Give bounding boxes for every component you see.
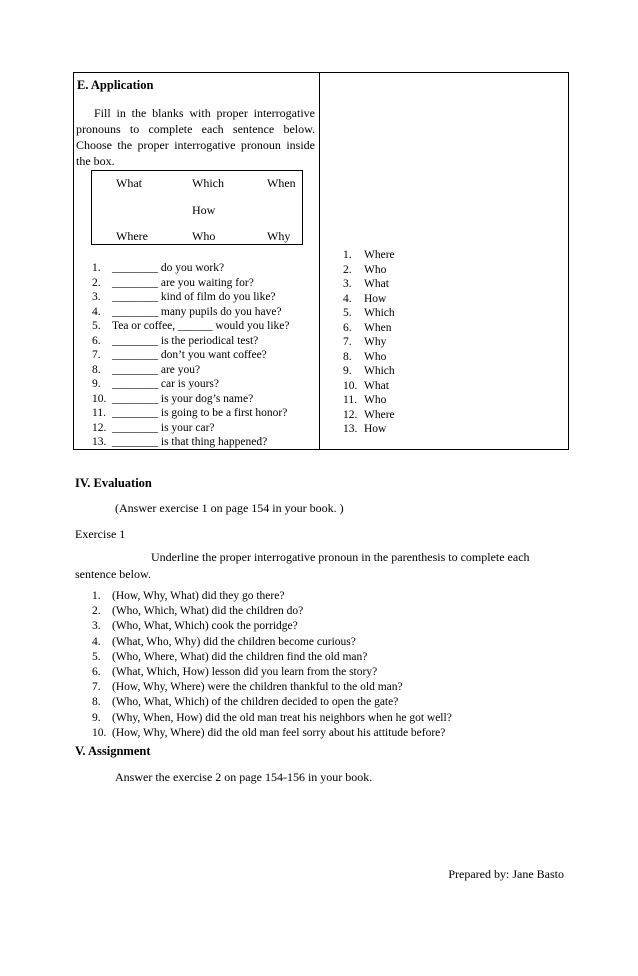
evaluation-text: (How, Why, Where) did the old man feel sorry about his attitude before? bbox=[112, 726, 446, 739]
question-text: ________ kind of film do you like? bbox=[112, 291, 276, 303]
evaluation-number: 6. bbox=[92, 665, 101, 678]
question-text: ________ are you waiting for? bbox=[112, 276, 254, 289]
question-number: 6. bbox=[92, 334, 101, 347]
answer-text: Where bbox=[364, 249, 395, 261]
question-text: ________ many pupils do you have? bbox=[112, 305, 282, 318]
answer-text: What bbox=[364, 278, 389, 290]
pronoun-word-box bbox=[91, 170, 303, 245]
application-instruction: Fill in the blanks with proper interrogative pronouns to complete each sentence below. Choose the proper interrogative pronoun inside the box. bbox=[76, 106, 315, 168]
table-column-divider bbox=[319, 73, 320, 449]
application-heading: E. Application bbox=[77, 78, 154, 92]
evaluation-text: (Why, When, How) did the old man treat his neighbors when he got well? bbox=[112, 711, 452, 724]
evaluation-text: (How, Why, What) did they go there? bbox=[112, 590, 285, 602]
question-number: 9. bbox=[92, 378, 101, 390]
evaluation-number: 8. bbox=[92, 696, 101, 709]
answer-number: 5. bbox=[343, 307, 352, 319]
evaluation-number: 10. bbox=[92, 726, 107, 739]
question-text: ________ is that thing happened? bbox=[112, 436, 268, 448]
answer-number: 2. bbox=[343, 263, 352, 276]
question-text: ________ is going to be a first honor? bbox=[112, 407, 288, 419]
evaluation-number: 2. bbox=[92, 605, 101, 618]
question-text: ________ don’t you want coffee? bbox=[112, 349, 267, 361]
evaluation-text: (Who, Where, What) did the children find the old man? bbox=[112, 650, 368, 663]
evaluation-number: 4. bbox=[92, 635, 101, 648]
answer-text: When bbox=[364, 321, 392, 334]
answer-text: How bbox=[364, 292, 387, 305]
word-box-item: When bbox=[267, 176, 296, 190]
exercise-title: Exercise 1 bbox=[75, 527, 126, 541]
question-number: 2. bbox=[92, 276, 101, 289]
answer-text: Where bbox=[364, 408, 395, 421]
evaluation-text: (What, Which, How) lesson did you learn from the story? bbox=[112, 665, 378, 678]
question-text: ________ are you? bbox=[112, 363, 201, 376]
answer-number: 13. bbox=[343, 423, 358, 435]
answer-text: Which bbox=[364, 365, 395, 377]
answer-text: Why bbox=[364, 336, 387, 348]
evaluation-number: 7. bbox=[92, 681, 101, 694]
word-box-item: How bbox=[192, 203, 216, 217]
answer-number: 6. bbox=[343, 321, 352, 334]
evaluation-number: 9. bbox=[92, 711, 101, 724]
question-number: 11. bbox=[92, 407, 106, 419]
word-box-item: Who bbox=[192, 229, 216, 243]
answer-number: 12. bbox=[343, 408, 358, 421]
question-text: ________ is your car? bbox=[112, 421, 215, 434]
answer-number: 7. bbox=[343, 336, 352, 348]
answer-number: 1. bbox=[343, 249, 352, 261]
question-number: 13. bbox=[92, 436, 107, 448]
answer-number: 3. bbox=[343, 278, 352, 290]
question-number: 3. bbox=[92, 291, 101, 303]
answer-text: How bbox=[364, 423, 387, 435]
word-box-item: Why bbox=[267, 229, 291, 243]
answer-text: Who bbox=[364, 263, 387, 276]
answer-text: What bbox=[364, 379, 389, 392]
answer-text: Who bbox=[364, 394, 387, 406]
word-box-item: What bbox=[116, 176, 142, 190]
question-text: ________ is the periodical test? bbox=[112, 334, 259, 347]
word-box-item: Which bbox=[192, 176, 224, 190]
question-number: 4. bbox=[92, 305, 101, 318]
answer-text: Which bbox=[364, 307, 395, 319]
question-text: Tea or coffee, ______ would you like? bbox=[112, 320, 290, 332]
answer-number: 9. bbox=[343, 365, 352, 377]
evaluation-text: (Who, What, Which) of the children decided to open the gate? bbox=[112, 696, 399, 709]
question-text: ________ car is yours? bbox=[112, 378, 219, 390]
question-number: 5. bbox=[92, 320, 101, 332]
word-box-item: Where bbox=[116, 229, 148, 243]
answer-number: 8. bbox=[343, 350, 352, 363]
evaluation-note: (Answer exercise 1 on page 154 in your book. ) bbox=[115, 501, 344, 515]
answer-text: Who bbox=[364, 350, 387, 363]
answer-number: 10. bbox=[343, 379, 358, 392]
answer-number: 4. bbox=[343, 292, 352, 305]
application-table bbox=[73, 72, 569, 450]
question-text: ________ is your dog’s name? bbox=[112, 392, 254, 405]
evaluation-heading: IV. Evaluation bbox=[75, 476, 152, 490]
evaluation-text: (Who, What, Which) cook the porridge? bbox=[112, 620, 298, 633]
evaluation-number: 5. bbox=[92, 650, 101, 663]
question-text: ________ do you work? bbox=[112, 262, 225, 274]
question-number: 7. bbox=[92, 349, 101, 361]
question-number: 12. bbox=[92, 421, 107, 434]
answer-number: 11. bbox=[343, 394, 357, 406]
assignment-heading: V. Assignment bbox=[75, 744, 151, 758]
question-number: 10. bbox=[92, 392, 107, 405]
assignment-text: Answer the exercise 2 on page 154-156 in your book. bbox=[115, 770, 373, 784]
question-number: 8. bbox=[92, 363, 101, 376]
evaluation-text: (How, Why, Where) were the children thankful to the old man? bbox=[112, 681, 403, 694]
evaluation-number: 3. bbox=[92, 620, 101, 633]
question-number: 1. bbox=[92, 262, 101, 274]
evaluation-number: 1. bbox=[92, 590, 101, 602]
prepared-by: Prepared by: Jane Basto bbox=[448, 867, 564, 881]
exercise-instruction: Underline the proper interrogative pronoun in the parenthesis to complete each sentence below. bbox=[75, 550, 530, 581]
evaluation-text: (What, Who, Why) did the children become curious? bbox=[112, 635, 356, 648]
evaluation-text: (Who, Which, What) did the children do? bbox=[112, 605, 304, 618]
